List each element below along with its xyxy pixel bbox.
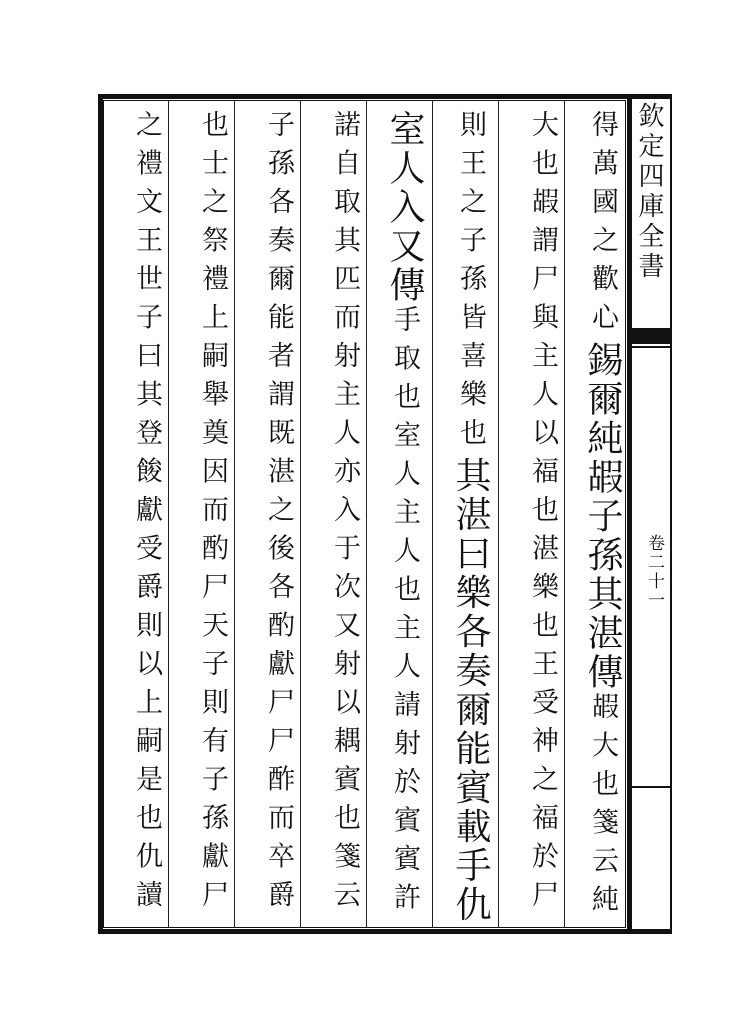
fishtail-line <box>632 346 672 348</box>
volume-label: 卷二十一 <box>644 534 664 610</box>
column-separator <box>564 100 565 928</box>
main-text: 錫爾純嘏子孫其湛傳 <box>582 341 623 692</box>
text-column-7 <box>176 110 232 920</box>
book-title: 欽定四庫全書 <box>634 102 664 282</box>
text-column-8 <box>110 110 166 920</box>
text-column-6 <box>242 110 298 920</box>
column-separator <box>498 100 499 928</box>
margin-tick <box>632 786 672 788</box>
annotation-text: 手取也室人主人也主人請射於賓賓許 <box>389 305 420 921</box>
text-column-5 <box>308 110 364 920</box>
column-separator <box>168 100 169 928</box>
text-column-2 <box>506 110 562 920</box>
annotation-text: 諾自取其匹而射主人亦入于次又射以耦賓也箋云 <box>329 110 360 919</box>
margin-rule-bottom <box>632 929 672 934</box>
annotation-text: 得萬國之歡心 <box>587 110 618 341</box>
margin-rule-top <box>632 94 672 99</box>
annotation-text: 則王之子孫皆喜樂也 <box>455 110 486 457</box>
margin-rule-right <box>670 94 672 934</box>
fishtail-mark <box>632 328 672 344</box>
main-text: 室人入又傳 <box>384 110 425 305</box>
text-column-1 <box>572 110 628 923</box>
text-column-4 <box>374 110 430 920</box>
annotation-text: 大也嘏謂尸與主人以福也湛樂也王受神之福於尸 <box>527 110 558 919</box>
column-separator <box>300 100 301 928</box>
column-separator <box>366 100 367 928</box>
column-separator <box>234 100 235 928</box>
annotation-text: 嘏大也箋云純 <box>587 692 618 923</box>
margin-column <box>632 94 672 934</box>
annotation-text: 也士之祭禮上嗣舉奠因而酌尸天子則有子孫獻尸 <box>197 110 228 919</box>
annotation-text: 之禮文王世子曰其登餕獻受爵則以上嗣是也仇讀 <box>131 110 162 919</box>
column-separator <box>432 100 433 928</box>
main-text: 其湛曰樂各奏爾能賓載手仇 <box>450 456 491 925</box>
annotation-text: 子孫各奏爾能者謂既湛之後各酌獻尸尸酢而卒爵 <box>263 110 294 919</box>
text-column-3 <box>440 110 496 925</box>
